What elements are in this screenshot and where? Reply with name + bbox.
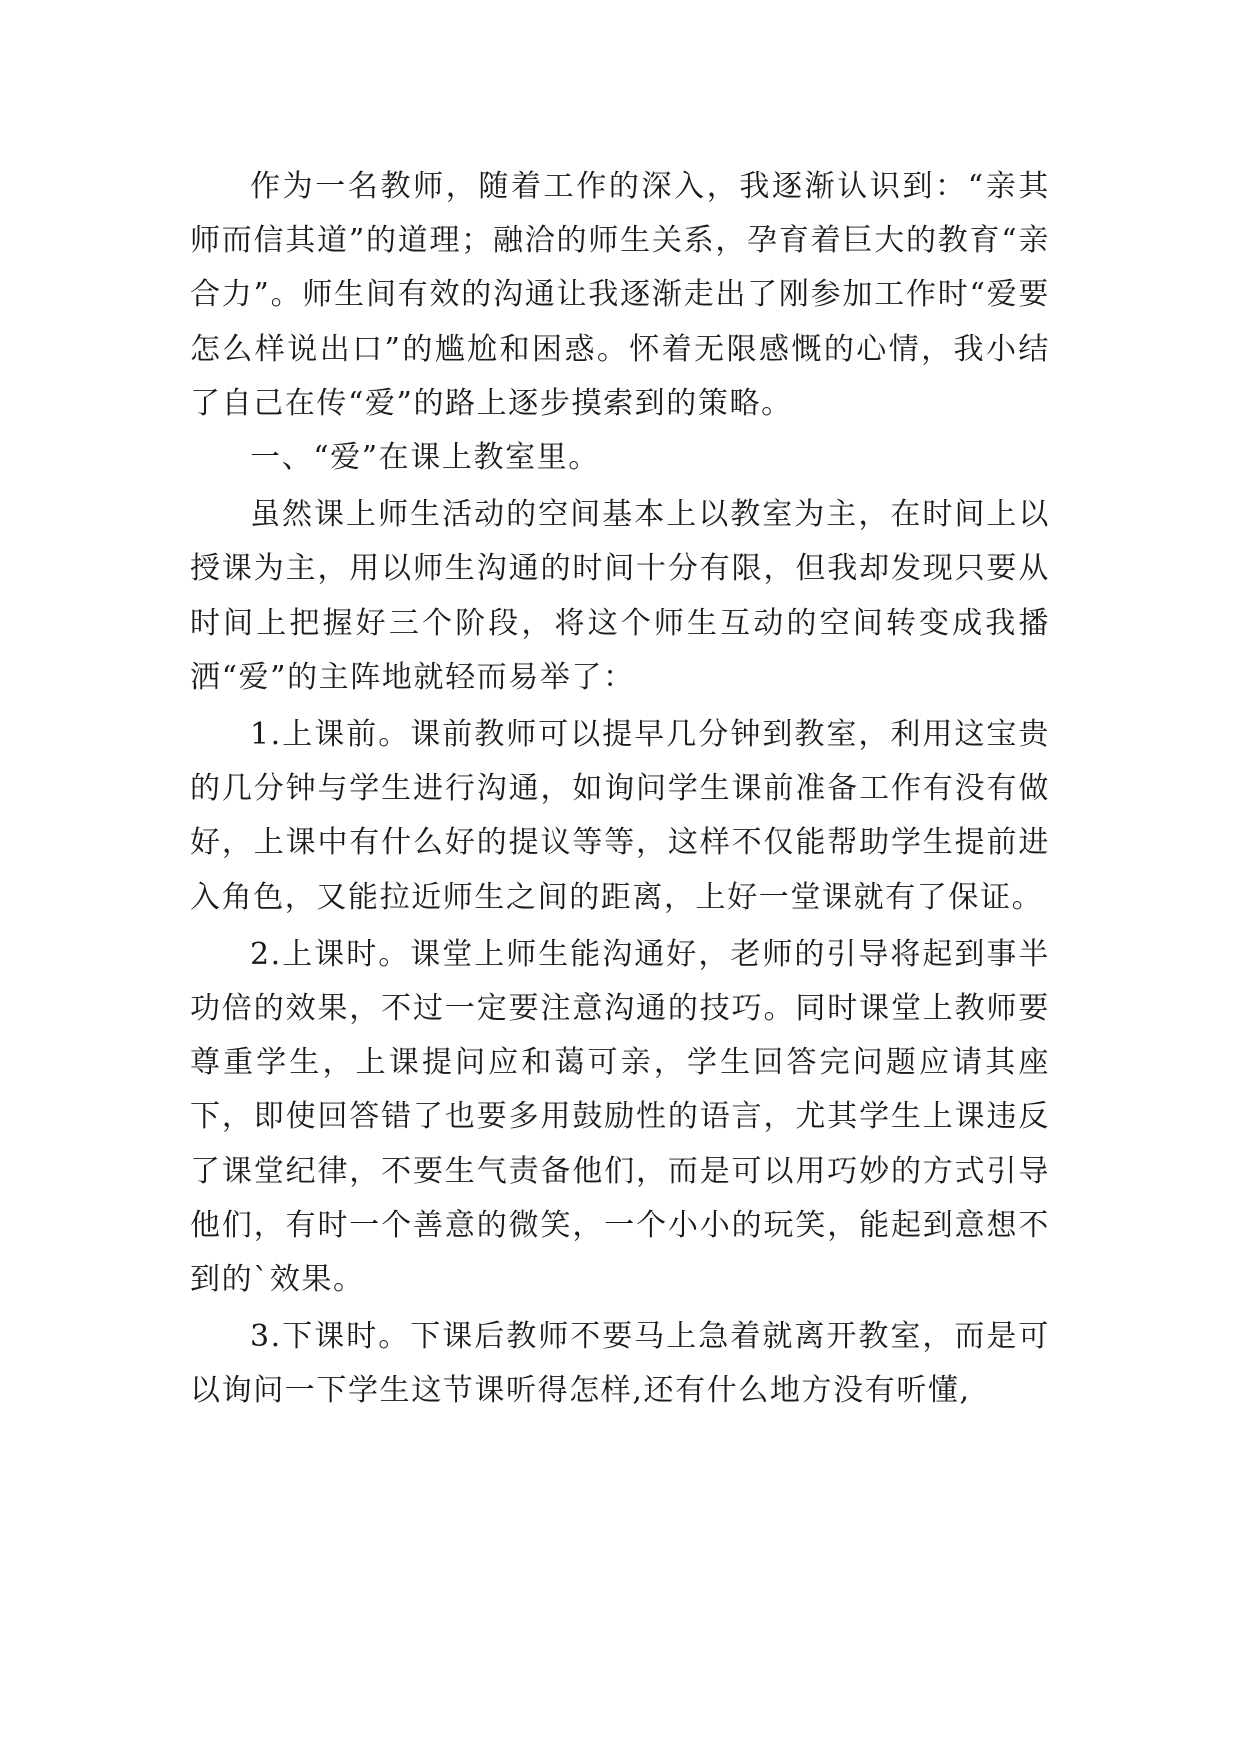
paragraph-intro: 作为一名教师，随着工作的深入，我逐渐认识到：“亲其师而信其道”的道理；融洽的师生关系，孕育着巨大的教育“亲合力”。师生间有效的沟通让我逐渐走出了刚参加工作时“爱要怎么样说出口”的尴尬和困惑。怀着无限感慨的心情，我小结了自己在传“爱”的路上逐步摸索到的策略。 bbox=[190, 169, 1050, 421]
paragraph-during-class: 2.上课时。课堂上师生能沟通好，老师的引导将起到事半功倍的效果，不过一定要注意沟通的技巧。同时课堂上教师要尊重学生，上课提问应和蔼可亲，学生回答完问题应请其座下，即使回答错了也要多用鼓励性的语言，尤其学生上课违反了课堂纪律，不要生气责备他们，而是可以用巧妙的方式引导他们，有时一个善意的微笑，一个小小的玩笑，能起到意想不到的`效果。 bbox=[190, 936, 1050, 1298]
paragraph-before-class: 1.上课前。课前教师可以提早几分钟到教室，利用这宝贵的几分钟与学生进行沟通，如询问学生课前准备工作有没有做好，上课中有什么好的提议等等，这样不仅能帮助学生提前进入角色，又能拉近师生之间的距离，上好一堂课就有了保证。 bbox=[190, 717, 1050, 915]
section-heading-1: 一、“爱”在课上教室里。 bbox=[250, 440, 600, 476]
paragraph-after-class: 3.下课时。下课后教师不要马上急着就离开教室，而是可以询问一下学生这节课听得怎样,还有什么地方没有听懂, bbox=[190, 1319, 1050, 1409]
paragraph-section-1: 虽然课上师生活动的空间基本上以教室为主，在时间上以授课为主，用以师生沟通的时间十分有限，但我却发现只要从时间上把握好三个阶段，将这个师生互动的空间转变成我播洒“爱”的主阵地就轻而易举了： bbox=[190, 497, 1050, 695]
document-body bbox=[190, 160, 1050, 1419]
